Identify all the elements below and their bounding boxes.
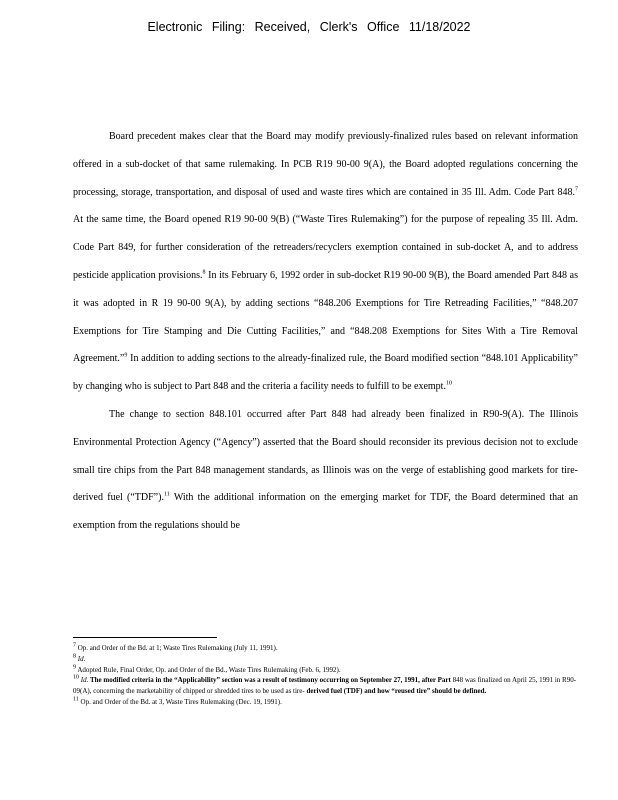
footnotes bbox=[73, 643, 578, 708]
body-text-segment: In addition to adding sections to the already-finalized rule, the Board modified section “848.101 Applicability” by changing who is subject to Part 848 and the criteria a facility needs to fulfill to be exempt. bbox=[73, 353, 578, 393]
footnote-ref: 7 bbox=[575, 186, 578, 193]
footnote-text: Id. bbox=[77, 654, 86, 663]
body-paragraph bbox=[73, 401, 578, 540]
footnote-ref: 9 bbox=[124, 353, 128, 360]
footnote bbox=[73, 654, 578, 665]
footnote-number: 11 bbox=[73, 696, 79, 703]
footnote-number: 8 bbox=[73, 653, 76, 660]
body-text-segment: The change to section 848.101 occurred after Part 848 had already been finalized in R90-9(A). The Illinois Environmental Protection Agency (“Agency”) asserted that the Board should reconsider its previous decision not to exclude small tire chips from the Part 848 management standards, as Illinois was on the verge of establishing good markets for tire-derived fuel (“TDF”). bbox=[73, 408, 578, 504]
footnote-text-bold: derived fuel (TDF) and how “reused tire” should be defined. bbox=[304, 687, 487, 696]
footnote bbox=[73, 643, 578, 654]
filing-stamp-header: Electronic Filing: Received, Clerk's Office 11/18/2022 bbox=[147, 20, 471, 34]
footnote-separator bbox=[73, 637, 217, 638]
document-body bbox=[73, 123, 578, 540]
footnote-text: Op. and Order of the Bd. at 3, Waste Tires Rulemaking (Dec. 19, 1991). bbox=[80, 697, 282, 706]
footnote-number: 10 bbox=[73, 675, 79, 682]
footnote bbox=[73, 675, 578, 697]
footnote bbox=[73, 665, 578, 676]
footnote-text: Op. and Order of the Bd. at 1; Waste Tires Rulemaking (July 11, 1991). bbox=[77, 644, 278, 652]
footnote-id-citation: Id. bbox=[80, 676, 89, 685]
body-text-segment: At the same time, the Board opened R19 90-00 9(B) (“Waste Tires Rulemaking”) for the purpose of repealing 35 Ill. Adm. Code Part 849, for further consideration of the retreaders/recyclers exemption contained in sub-docket A, and to address pesticide application provisions. bbox=[73, 214, 578, 281]
body-text-segment: Board precedent makes clear that the Board may modify previously-finalized rules based on relevant information offered in a sub-docket of that same rulemaking. In PCB R19 90-00 9(A), the Board adopted regulations concerning the processing, storage, transportation, and disposal of used and waste tires which are contained in 35 Ill. Adm. Code Part 848. bbox=[73, 131, 578, 198]
footnote bbox=[73, 697, 578, 708]
footnote-ref: 11 bbox=[163, 492, 170, 499]
footnote-ref: 8 bbox=[202, 269, 206, 276]
body-paragraph bbox=[73, 123, 578, 401]
footnote-number: 7 bbox=[73, 642, 76, 649]
footnote-number: 9 bbox=[73, 664, 76, 671]
body-text-segment: In its February 6, 1992 order in sub-docket R19 90-00 9(B), the Board amended Part 848 as it was adopted in R 19 90-00 9(A), by adding sections “848.206 Exemptions for Tire Retreading Facilities,” “848.207 Exemptions for Tire Stamping and Die Cutting Facilities,” and “848.208 Exemptions for Sites With a Tire Removal Agreement.” bbox=[73, 269, 578, 365]
body-text-segment: With the additional information on the emerging market for TDF, the Board determined that an exemption from the regulations should be bbox=[73, 492, 578, 532]
footnote-text: 848 was finalized on April 25, 1991 in R90-09(A), concerning the marketability of chipped or shredded tires to be used as tire- bbox=[73, 676, 577, 696]
footnote-text: Adopted Rule, Final Order, Op. and Order of the Bd., Waste Tires Rulemaking (Feb. 6, 1992). bbox=[77, 665, 341, 674]
footnote-text-bold: The modified criteria in the “Applicability” section was a result of testimony occurring on September 27, 1991, after Part bbox=[88, 676, 451, 685]
footnote-ref: 10 bbox=[445, 380, 452, 387]
